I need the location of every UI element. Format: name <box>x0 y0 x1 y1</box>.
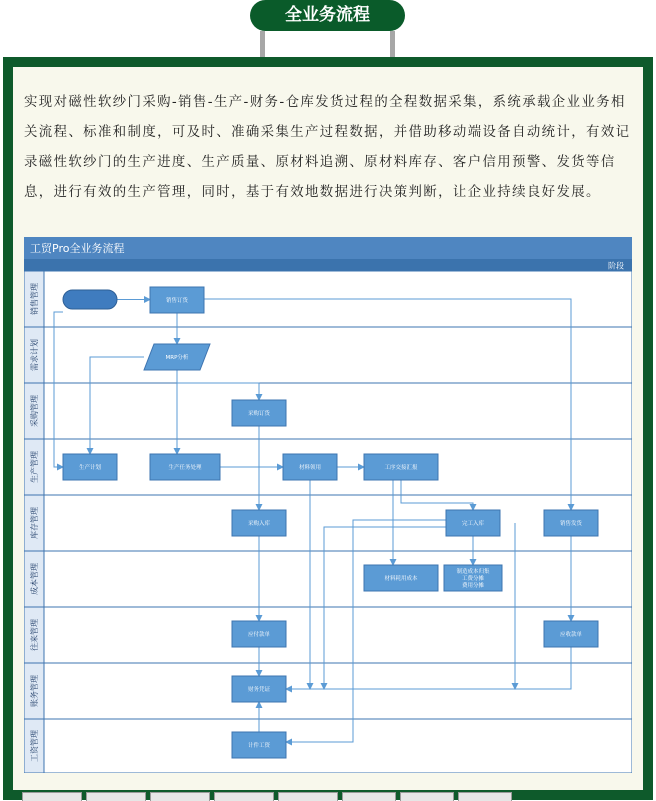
flow-node-label: 应付款单 <box>247 632 271 638</box>
swimlane <box>24 327 632 383</box>
flow-node-label: 生产计划 <box>78 465 102 471</box>
diagram-title: 工贸Pro全业务流程 <box>30 242 125 255</box>
swimlane-label: 库存管理 <box>30 507 39 539</box>
flow-node-label: 销售订货 <box>165 298 189 304</box>
flow-node-label: 计件工资 <box>247 743 271 749</box>
flow-node-label: 完工入库 <box>461 521 485 527</box>
bottom-tab-strip <box>0 792 656 800</box>
flow-node-label: 工费分摊 <box>461 576 485 582</box>
connector-left <box>260 31 265 58</box>
swimlane <box>24 495 632 551</box>
swimlane <box>24 383 632 439</box>
swimlane-label: 账务管理 <box>30 675 39 707</box>
flow-node-label: 费用分摊 <box>461 583 485 589</box>
swimlane-label: 往来管理 <box>30 619 39 651</box>
swimlane-label: 采购管理 <box>30 395 39 427</box>
stage-label: 阶段 <box>608 261 624 271</box>
flowchart-svg <box>24 237 632 773</box>
swimlanes <box>24 271 632 773</box>
swimlane <box>24 663 632 719</box>
flow-node-label: 工序交接汇报 <box>384 465 418 471</box>
flow-node-label: 财务凭证 <box>247 687 271 693</box>
flow-node-label: 采购订货 <box>247 411 271 417</box>
flow-node-label: 材料耗用成本 <box>384 576 418 582</box>
flow-node-label: MRP分析 <box>165 355 189 361</box>
flow-node-label: 销售发货 <box>559 521 583 527</box>
swimlane <box>24 719 632 773</box>
flow-node-label: 应收款单 <box>559 632 583 638</box>
flow-node-label: 生产任务处理 <box>168 465 202 471</box>
swimlane <box>24 551 632 607</box>
flow-node-label: 采购入库 <box>247 521 271 527</box>
flow-node-label: 材料领用 <box>298 465 322 471</box>
swimlane-label: 生产管理 <box>30 451 39 483</box>
intro-paragraph: 实现对磁性软纱门采购-销售-生产-财务-仓库发货过程的全程数据采集，系统承载企业业务相关流程、标准和制度，可及时、准确采集生产过程数据，并借助移动端设备自动统计，有效记录磁性软纱门的生产进度、生产质量、原材料追溯、原材料库存、客户信用预警、发货等信息，进行有效的生产管理，同时，基于有效地数据进行决策判断，让企业持续良好发展。 <box>24 95 631 200</box>
connector-right <box>390 31 395 58</box>
swimlane-label: 销售管理 <box>30 283 39 315</box>
process-flowchart <box>24 237 632 773</box>
page-title: 全业务流程 <box>250 0 405 31</box>
swimlane-label: 需求计划 <box>30 339 39 371</box>
swimlane <box>24 607 632 663</box>
flow-node-label: 制造成本归集 <box>456 569 490 575</box>
stage-bar <box>24 259 632 271</box>
swimlane-label: 成本管理 <box>30 563 39 595</box>
swimlane-label: 工资管理 <box>30 730 39 762</box>
flow-node-start <box>63 290 117 309</box>
